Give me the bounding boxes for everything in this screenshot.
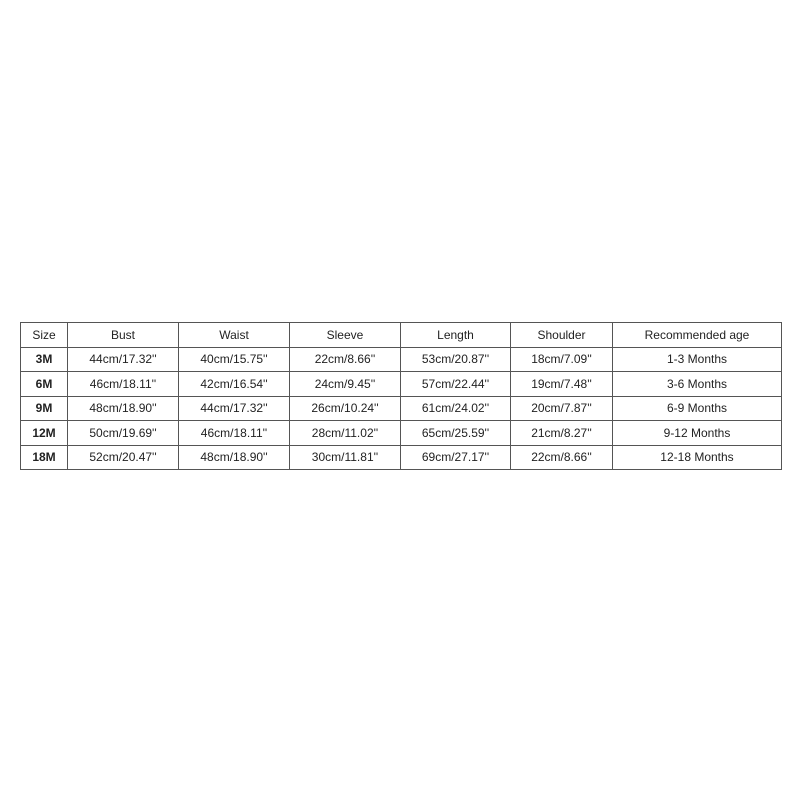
length-cell: 53cm/20.87'' <box>401 347 511 372</box>
header-recommended-age: Recommended age <box>613 323 782 348</box>
length-cell: 69cm/27.17'' <box>401 445 511 470</box>
sleeve-cell: 28cm/11.02'' <box>290 421 401 446</box>
sleeve-cell: 22cm/8.66'' <box>290 347 401 372</box>
header-length: Length <box>401 323 511 348</box>
bust-cell: 52cm/20.47'' <box>68 445 179 470</box>
header-row <box>21 323 782 348</box>
sleeve-cell: 24cm/9.45'' <box>290 372 401 397</box>
size-cell: 3M <box>21 347 68 372</box>
waist-cell: 44cm/17.32'' <box>179 396 290 421</box>
recommended-age-cell: 12-18 Months <box>613 445 782 470</box>
header-waist: Waist <box>179 323 290 348</box>
size-cell: 18M <box>21 445 68 470</box>
shoulder-cell: 19cm/7.48'' <box>511 372 613 397</box>
header-bust: Bust <box>68 323 179 348</box>
size-cell: 12M <box>21 421 68 446</box>
sleeve-cell: 30cm/11.81'' <box>290 445 401 470</box>
sleeve-cell: 26cm/10.24'' <box>290 396 401 421</box>
header-size: Size <box>21 323 68 348</box>
waist-cell: 48cm/18.90'' <box>179 445 290 470</box>
shoulder-cell: 21cm/8.27'' <box>511 421 613 446</box>
recommended-age-cell: 9-12 Months <box>613 421 782 446</box>
waist-cell: 46cm/18.11'' <box>179 421 290 446</box>
length-cell: 61cm/24.02'' <box>401 396 511 421</box>
bust-cell: 48cm/18.90'' <box>68 396 179 421</box>
recommended-age-cell: 3-6 Months <box>613 372 782 397</box>
shoulder-cell: 20cm/7.87'' <box>511 396 613 421</box>
bust-cell: 46cm/18.11'' <box>68 372 179 397</box>
bust-cell: 50cm/19.69'' <box>68 421 179 446</box>
table-row <box>21 445 782 470</box>
table-row <box>21 372 782 397</box>
length-cell: 57cm/22.44'' <box>401 372 511 397</box>
length-cell: 65cm/25.59'' <box>401 421 511 446</box>
header-shoulder: Shoulder <box>511 323 613 348</box>
waist-cell: 42cm/16.54'' <box>179 372 290 397</box>
recommended-age-cell: 6-9 Months <box>613 396 782 421</box>
bust-cell: 44cm/17.32'' <box>68 347 179 372</box>
table-row <box>21 396 782 421</box>
header-sleeve: Sleeve <box>290 323 401 348</box>
waist-cell: 40cm/15.75'' <box>179 347 290 372</box>
shoulder-cell: 18cm/7.09'' <box>511 347 613 372</box>
size-chart-table <box>20 322 782 470</box>
table-row <box>21 421 782 446</box>
size-cell: 6M <box>21 372 68 397</box>
table-row <box>21 347 782 372</box>
size-cell: 9M <box>21 396 68 421</box>
recommended-age-cell: 1-3 Months <box>613 347 782 372</box>
shoulder-cell: 22cm/8.66'' <box>511 445 613 470</box>
